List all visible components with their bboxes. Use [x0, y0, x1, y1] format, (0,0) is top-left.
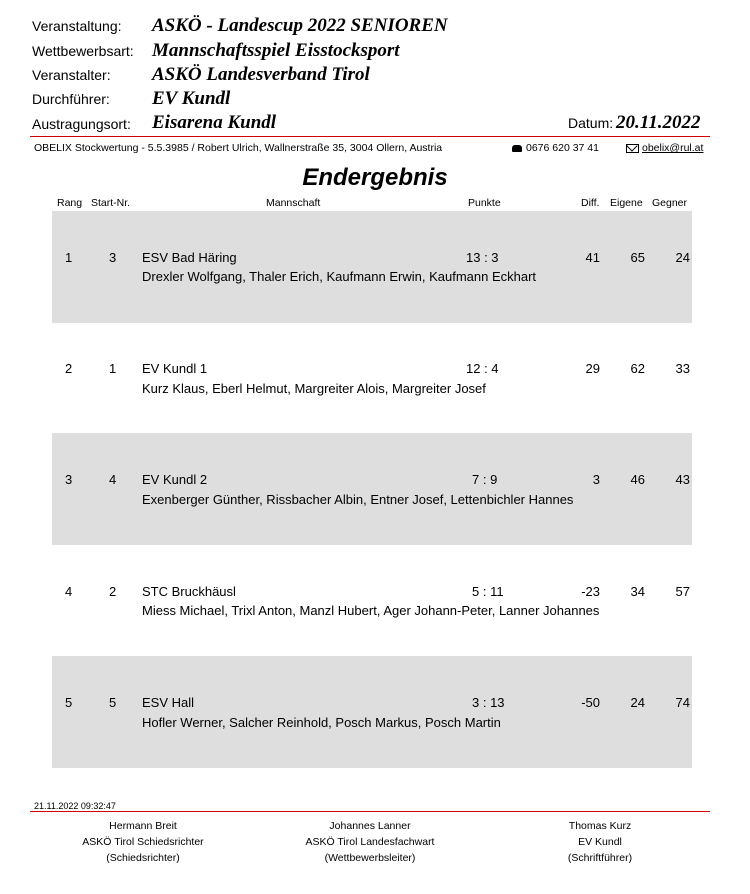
team-name: ESV Bad Häring: [142, 250, 237, 265]
signature-recorder: [505, 818, 695, 866]
signer-organization: EV Kundl: [578, 836, 622, 848]
team-name: EV Kundl 2: [142, 472, 208, 487]
signer-organization: ASKÖ Tirol Schiedsrichter: [82, 836, 204, 848]
start-number: 1: [109, 361, 117, 376]
host-label: Durchführer:: [32, 91, 110, 107]
start-number: 2: [109, 584, 117, 599]
signer-name: Johannes Lanner: [329, 820, 411, 832]
column-header-team: Mannschaft: [266, 197, 321, 209]
venue-label: Austragungsort:: [32, 116, 131, 132]
signer-role: (Schriftführer): [567, 852, 633, 864]
team-name: ESV Hall: [142, 695, 195, 710]
start-number: 3: [109, 250, 117, 265]
difference: 3: [592, 472, 600, 487]
difference: -23: [581, 584, 600, 599]
own-score: 65: [630, 250, 645, 265]
opponent-score: 24: [675, 250, 690, 265]
email-contact[interactable]: [626, 142, 703, 154]
points: 3 : 13: [472, 695, 505, 710]
organizer-label: Veranstalter:: [32, 67, 111, 83]
signer-name: Thomas Kurz: [568, 820, 632, 832]
phone-number: 0676 620 37 41: [526, 142, 599, 154]
date-value: 20.11.2022: [616, 112, 701, 133]
column-header-rank: Rang: [57, 197, 83, 209]
signer-name: Hermann Breit: [109, 820, 177, 832]
result-row: [52, 211, 692, 323]
player-list: Hofler Werner, Salcher Reinhold, Posch Markus, Posch Martin: [142, 715, 501, 730]
rank: 4: [65, 584, 73, 599]
signature-referee: [48, 818, 238, 866]
event-value: ASKÖ - Landescup 2022 SENIOREN: [152, 15, 448, 36]
opponent-score: 33: [675, 361, 690, 376]
phone-icon: [512, 145, 522, 152]
result-row: [52, 544, 692, 656]
signature-competition-lead: [275, 818, 465, 866]
page-title: Endergebnis: [302, 164, 448, 191]
competition-type-label: Wettbewerbsart:: [32, 43, 134, 59]
own-score: 46: [630, 472, 645, 487]
event-label: Veranstaltung:: [32, 18, 122, 34]
own-score: 34: [630, 584, 645, 599]
result-row: [52, 322, 692, 434]
result-row: [52, 656, 692, 768]
player-list: Kurz Klaus, Eberl Helmut, Margreiter Alois, Margreiter Josef: [142, 381, 486, 396]
signer-role: (Wettbewerbsleiter): [324, 852, 416, 864]
start-number: 5: [109, 695, 117, 710]
competition-type-value: Mannschaftsspiel Eisstocksport: [152, 40, 400, 61]
venue-value: Eisarena Kundl: [152, 112, 277, 133]
difference: 41: [585, 250, 600, 265]
team-name: STC Bruckhäusl: [142, 584, 236, 599]
envelope-icon: [626, 144, 639, 153]
opponent-score: 57: [675, 584, 690, 599]
host-value: EV Kundl: [152, 88, 231, 109]
column-header-start-number: Start-Nr.: [91, 197, 131, 209]
player-list: Drexler Wolfgang, Thaler Erich, Kaufmann Erwin, Kaufmann Eckhart: [142, 269, 537, 284]
player-list: Miess Michael, Trixl Anton, Manzl Hubert, Ager Johann-Peter, Lanner Johannes: [142, 603, 600, 618]
software-credit: OBELIX Stockwertung - 5.5.3985 / Robert Ulrich, Wallnerstraße 35, 3004 Ollern, Austria: [34, 142, 443, 154]
difference: 29: [585, 361, 600, 376]
column-header-opponent: Gegner: [652, 197, 688, 209]
rank: 5: [65, 695, 73, 710]
opponent-score: 74: [675, 695, 690, 710]
date-label: Datum:: [568, 115, 614, 131]
column-header-points: Punkte: [468, 197, 501, 209]
phone-contact: [512, 142, 599, 154]
result-row: [52, 433, 692, 545]
rank: 3: [65, 472, 73, 487]
difference: -50: [581, 695, 600, 710]
rank: 1: [65, 250, 73, 265]
points: 13 : 3: [466, 250, 499, 265]
signer-organization: ASKÖ Tirol Landesfachwart: [305, 836, 435, 848]
points: 7 : 9: [472, 472, 498, 487]
rank: 2: [65, 361, 73, 376]
own-score: 62: [630, 361, 645, 376]
start-number: 4: [109, 472, 117, 487]
organizer-value: ASKÖ Landesverband Tirol: [152, 64, 370, 85]
own-score: 24: [630, 695, 645, 710]
points: 12 : 4: [466, 361, 499, 376]
points: 5 : 11: [472, 584, 504, 599]
column-header-difference: Diff.: [581, 197, 600, 209]
opponent-score: 43: [675, 472, 690, 487]
footer-divider: [30, 811, 710, 812]
signer-role: (Schiedsrichter): [106, 852, 180, 864]
player-list: Exenberger Günther, Rissbacher Albin, Entner Josef, Lettenbichler Hannes: [142, 492, 574, 507]
team-name: EV Kundl 1: [142, 361, 208, 376]
header-divider: [30, 136, 710, 137]
column-header-own: Eigene: [610, 197, 643, 209]
print-timestamp: 21.11.2022 09:32:47: [34, 801, 116, 811]
email-link[interactable]: obelix@rul.at: [642, 142, 704, 154]
